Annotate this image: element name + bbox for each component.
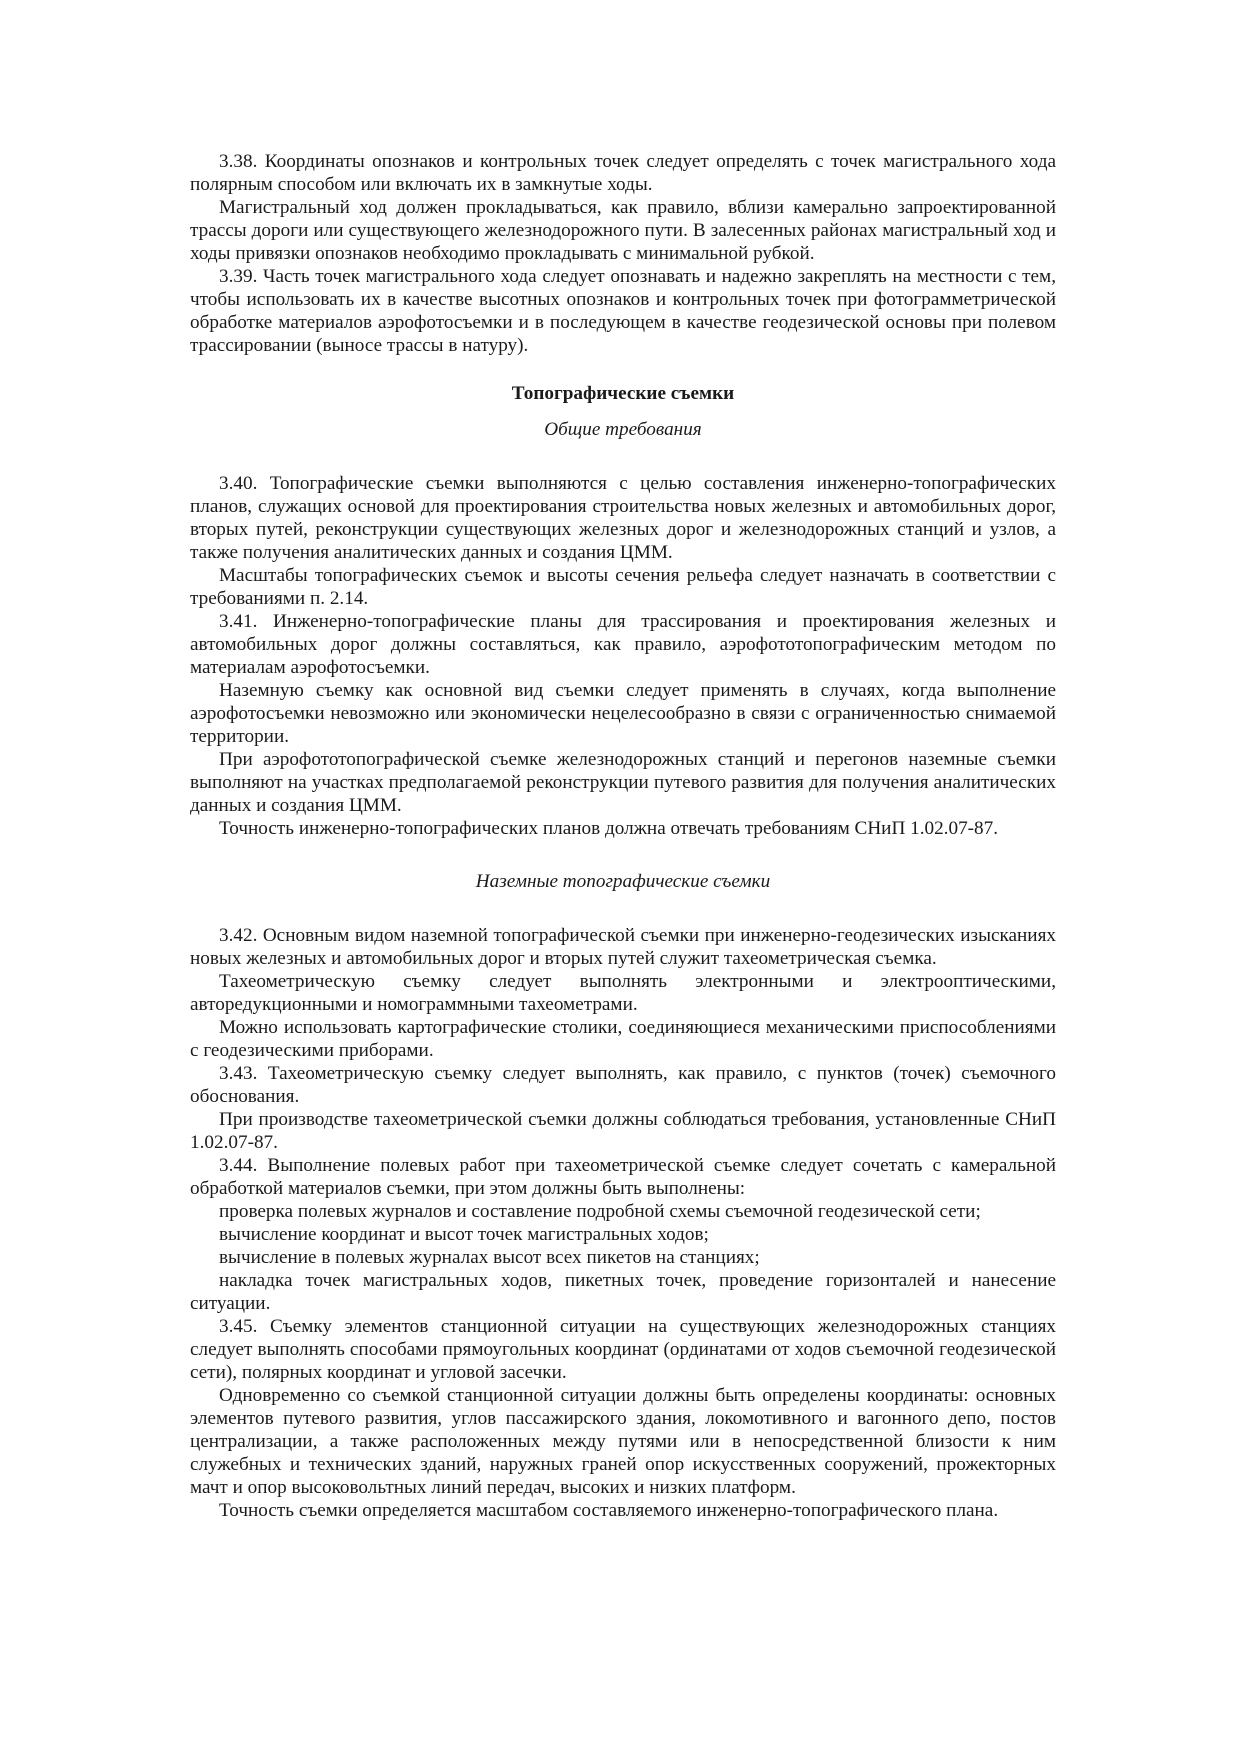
paragraph-main-traverse: Магистральный ход должен прокладываться, как правило, вблизи камерально запроектированной трассы дороги или существующего железнодорожного пути. В залесенных районах магистральный ход и ходы привязки опознаков необходимо прокладывать с минимальной рубкой. — [190, 197, 1056, 264]
list-item-coordinates-calc: вычисление координат и высот точек магистральных ходов; — [219, 1224, 709, 1245]
section-heading-topographic-surveys: Топографические съемки — [511, 383, 735, 404]
paragraph-scales: Масштабы топографических съемок и высоты сечения рельефа следует назначать в соответствии с требованиями п. 2.14. — [190, 565, 1056, 609]
paragraph-tacheometers: Тахеометрическую съемку следует выполнять электронными и электрооптическими, авторедукционными и номограммными тахеометрами. — [190, 971, 1056, 1015]
paragraph-accuracy-plans: Точность инженерно-топографических планов должна отвечать требованиям СНиП 1.02.07-87. — [219, 818, 999, 839]
paragraph-3-42: 3.42. Основным видом наземной топографической съемки при инженерно-геодезических изысканиях новых железных и автомобильных дорог и вторых путей служит тахеометрическая съемка. — [190, 925, 1056, 969]
paragraph-3-39: 3.39. Часть точек магистрального хода следует опознавать и надежно закреплять на местности с тем, чтобы использовать их в качестве высотных опознаков и контрольных точек при фотограмметрической обработке материалов аэрофотосъемки и в последующем в качестве геодезической основы при полевом трассировании (выносе трассы в натуру). — [190, 266, 1056, 356]
subheading-ground-surveys: Наземные топографические съемки — [475, 871, 771, 892]
document-page — [190, 150, 1056, 1522]
paragraph-ground-survey: Наземную съемку как основной вид съемки следует применять в случаях, когда выполнение аэрофотосъемки невозможно или экономически нецелесообразно в связи с ограниченностью снимаемой территории. — [190, 680, 1056, 747]
list-item-journals-check: проверка полевых журналов и составление подробной схемы съемочной геодезической сети; — [219, 1201, 981, 1222]
paragraph-3-40: 3.40. Топографические съемки выполняются с целью составления инженерно-топографических планов, служащих основой для проектирования строительства новых железных и автомобильных дорог, вторых путей, реконструкции существующих железных дорог и железнодорожных станций и узлов, а также получения аналитических данных и создания ЦММ. — [190, 473, 1056, 563]
paragraph-3-41: 3.41. Инженерно-топографические планы для трассирования и проектирования железных и автомобильных дорог должны составляться, как правило, аэрофототопографическим методом по материалам аэрофотосъемки. — [190, 611, 1056, 678]
paragraph-plane-tables: Можно использовать картографические столики, соединяющиеся механическими приспособлениями с геодезическими приборами. — [190, 1017, 1056, 1061]
paragraph-3-44: 3.44. Выполнение полевых работ при тахеометрической съемке следует сочетать с камеральной обработкой материалов съемки, при этом должны быть выполнены: — [190, 1155, 1056, 1199]
paragraph-survey-accuracy: Точность съемки определяется масштабом составляемого инженерно-топографического плана. — [219, 1500, 999, 1521]
paragraph-snip-requirements: При производстве тахеометрической съемки должны соблюдаться требования, установленные СНиП 1.02.07-87. — [190, 1109, 1056, 1153]
paragraph-3-43: 3.43. Тахеометрическую съемку следует выполнять, как правило, с пунктов (точек) съемочного обоснования. — [190, 1063, 1056, 1107]
paragraph-station-coordinates: Одновременно со съемкой станционной ситуации должны быть определены координаты: основных элементов путевого развития, углов пассажирского здания, локомотивного и вагонного депо, постов централизации, а также расположенных между путями или в непосредственной близости к ним служебных и технических зданий, наружных граней опор искусственных сооружений, прожекторных мачт и опор высоковольтных линий передач, высоких и низких платформ. — [190, 1385, 1056, 1498]
paragraph-3-38: 3.38. Координаты опознаков и контрольных точек следует определять с точек магистрального хода полярным способом или включать их в замкнутые ходы. — [190, 151, 1056, 195]
list-item-plotting: накладка точек магистральных ходов, пикетных точек, проведение горизонталей и нанесение ситуации. — [190, 1270, 1056, 1314]
paragraph-aerophoto-survey: При аэрофототопографической съемке железнодорожных станций и перегонов наземные съемки выполняют на участках предполагаемой реконструкции путевого развития для получения аналитических данных и создания ЦММ. — [190, 749, 1056, 816]
subheading-general-requirements: Общие требования — [544, 419, 702, 440]
paragraph-3-45: 3.45. Съемку элементов станционной ситуации на существующих железнодорожных станциях следует выполнять способами прямоугольных координат (ординатами от ходов съемочной геодезической сети), полярных координат и угловой засечки. — [190, 1316, 1056, 1383]
list-item-pickets-heights: вычисление в полевых журналах высот всех пикетов на станциях; — [219, 1247, 760, 1268]
